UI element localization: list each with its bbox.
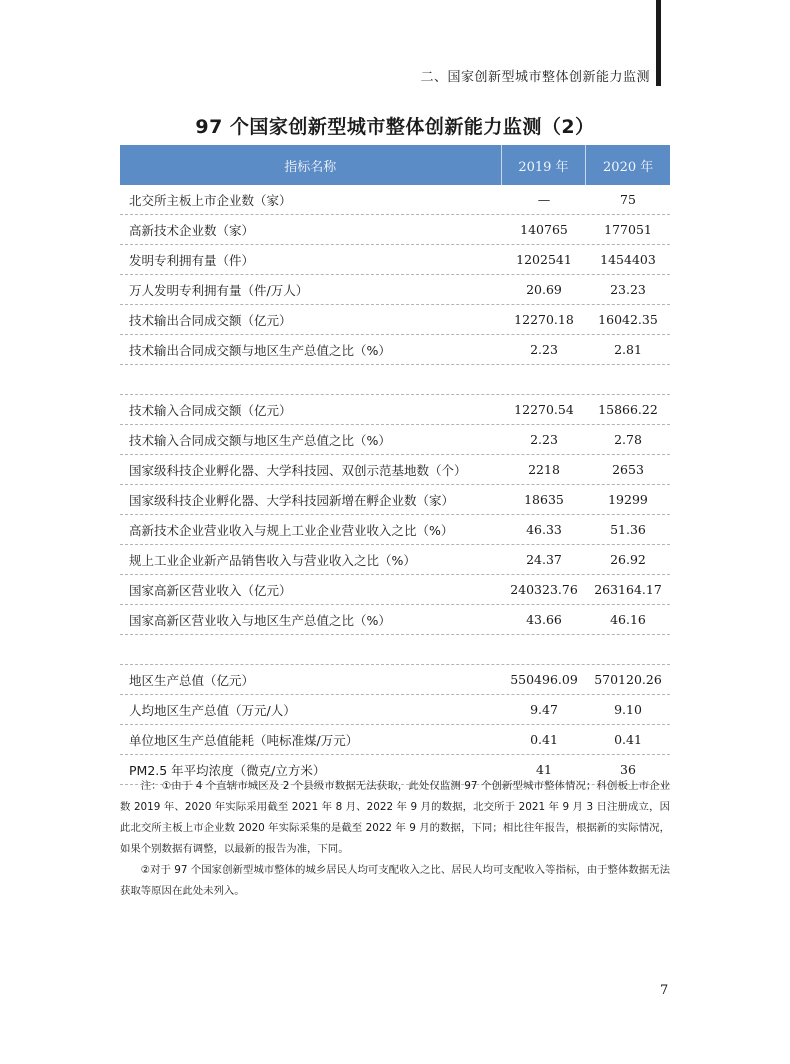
table-row <box>120 695 670 725</box>
value-2020-cell: 19299 <box>608 492 648 507</box>
page-title: 97 个国家创新型城市整体创新能力监测（2） <box>195 116 595 138</box>
value-2019-cell: 2.23 <box>530 342 558 357</box>
table-row <box>120 485 670 515</box>
table-row <box>120 725 670 755</box>
header-indicator-name: 指标名称 <box>120 145 502 185</box>
indicator-name-cell: 发明专利拥有量（件） <box>129 252 255 268</box>
value-2019-cell: 0.41 <box>530 732 558 747</box>
table-group-1 <box>120 185 670 365</box>
footnote-2: ②对于 97 个国家创新型城市整体的城乡居民人均可支配收入之比、居民人均可支配收入等指标，由于整体数据无法获取等原因在此处未列入。 <box>120 864 670 897</box>
value-2019-cell: 46.33 <box>526 522 562 537</box>
table-row <box>120 605 670 635</box>
table-spacer-row <box>120 635 670 665</box>
indicator-name-cell: 单位地区生产总值能耗（吨标准煤/万元） <box>129 732 359 748</box>
table-row <box>120 395 670 425</box>
table-group-3 <box>120 665 670 785</box>
indicator-name-cell: 技术输出合同成交额（亿元） <box>129 312 292 328</box>
indicator-name-cell: 万人发明专利拥有量（件/万人） <box>129 282 309 298</box>
table-row <box>120 425 670 455</box>
value-2019-cell: 24.37 <box>526 552 562 567</box>
value-2020-cell: 177051 <box>604 222 652 237</box>
value-2020-cell: 15866.22 <box>598 402 658 417</box>
value-2019-cell: 240323.76 <box>510 582 578 597</box>
indicator-name-cell: 国家高新区营业收入与地区生产总值之比（%） <box>129 612 391 628</box>
value-2019-cell: 140765 <box>520 222 568 237</box>
indicator-name-cell: 技术输入合同成交额与地区生产总值之比（%） <box>129 432 391 448</box>
value-2019-cell: 9.47 <box>530 702 558 717</box>
value-2020-cell: 36 <box>620 762 636 777</box>
value-2020-cell: 2653 <box>612 462 644 477</box>
table-row <box>120 185 670 215</box>
value-2019-cell: 2218 <box>528 462 560 477</box>
top-vertical-rule <box>656 0 661 86</box>
table-row <box>120 545 670 575</box>
value-2020-cell: 0.41 <box>614 732 642 747</box>
value-2020-cell: 263164.17 <box>594 582 662 597</box>
value-2019-cell: 18635 <box>524 492 564 507</box>
indicator-name-cell: 技术输入合同成交额（亿元） <box>129 402 292 418</box>
indicator-name-cell: 国家高新区营业收入（亿元） <box>129 582 292 598</box>
table-row <box>120 575 670 605</box>
table-row <box>120 305 670 335</box>
value-2019-cell: 12270.18 <box>514 312 574 327</box>
value-2020-cell: 570120.26 <box>594 672 662 687</box>
footnote-1: 注：①由于 4 个直辖市城区及 2 个县级市数据无法获取，此处仅监测 97 个创新型城市整体情况；科创板上市企业数 2019 年、2020 年实际采用截至 2021 年 8 月、2022 年 9 月的数据，北交所于 2021 年 9 月 3 日注册成立，因此北交所主板上市企业数 2020 年实际采集的是截至 2022 年 9 月的数据，下同；相比往年报告，根据新的实际情况，如果个别数据有调整，以最新的报告为准，下同。 <box>120 780 670 855</box>
indicator-name-cell: 地区生产总值（亿元） <box>129 672 255 688</box>
value-2020-cell: 16042.35 <box>598 312 658 327</box>
table-row <box>120 665 670 695</box>
indicator-name-cell: 技术输出合同成交额与地区生产总值之比（%） <box>129 342 391 358</box>
value-2020-cell: 26.92 <box>610 552 646 567</box>
value-2020-cell: 51.36 <box>610 522 646 537</box>
table-spacer-row <box>120 365 670 395</box>
value-2019-cell: 1202541 <box>516 252 572 267</box>
table-row <box>120 275 670 305</box>
header-2020: 2020 年 <box>603 159 654 175</box>
header-2019: 2019 年 <box>502 145 587 185</box>
indicator-name-cell: 北交所主板上市企业数（家） <box>129 192 292 208</box>
table-row <box>120 245 670 275</box>
footnotes <box>120 776 670 902</box>
value-2020-cell: 75 <box>620 192 636 207</box>
value-2020-cell: 2.78 <box>614 432 642 447</box>
indicator-name-cell: 国家级科技企业孵化器、大学科技园、双创示范基地数（个） <box>129 462 467 478</box>
indicator-table <box>120 145 670 785</box>
table-header <box>120 145 670 185</box>
indicator-name-cell: 国家级科技企业孵化器、大学科技园新增在孵企业数（家） <box>129 492 455 508</box>
value-2020-cell: 46.16 <box>610 612 646 627</box>
table-row <box>120 335 670 365</box>
page-number: 7 <box>660 983 669 998</box>
indicator-name-cell: PM2.5 年平均浓度（微克/立方米） <box>129 762 326 778</box>
indicator-name-cell: 高新技术企业营业收入与规上工业企业营业收入之比（%） <box>129 522 454 538</box>
value-2019-cell: — <box>537 192 551 207</box>
value-2019-cell: 12270.54 <box>514 402 574 417</box>
table-row <box>120 455 670 485</box>
table-row <box>120 215 670 245</box>
table-row <box>120 515 670 545</box>
indicator-name-cell: 人均地区生产总值（万元/人） <box>129 702 296 718</box>
table-group-2 <box>120 395 670 635</box>
value-2019-cell: 2.23 <box>530 432 558 447</box>
value-2020-cell: 1454403 <box>600 252 656 267</box>
value-2020-cell: 9.10 <box>614 702 642 717</box>
value-2019-cell: 20.69 <box>526 282 562 297</box>
indicator-name-cell: 高新技术企业数（家） <box>129 222 255 238</box>
value-2019-cell: 550496.09 <box>510 672 578 687</box>
value-2020-cell: 23.23 <box>610 282 646 297</box>
indicator-name-cell: 规上工业企业新产品销售收入与营业收入之比（%） <box>129 552 416 568</box>
value-2019-cell: 43.66 <box>526 612 562 627</box>
value-2019-cell: 41 <box>536 762 552 777</box>
running-header: 二、国家创新型城市整体创新能力监测 <box>420 70 650 85</box>
value-2020-cell: 2.81 <box>614 342 642 357</box>
